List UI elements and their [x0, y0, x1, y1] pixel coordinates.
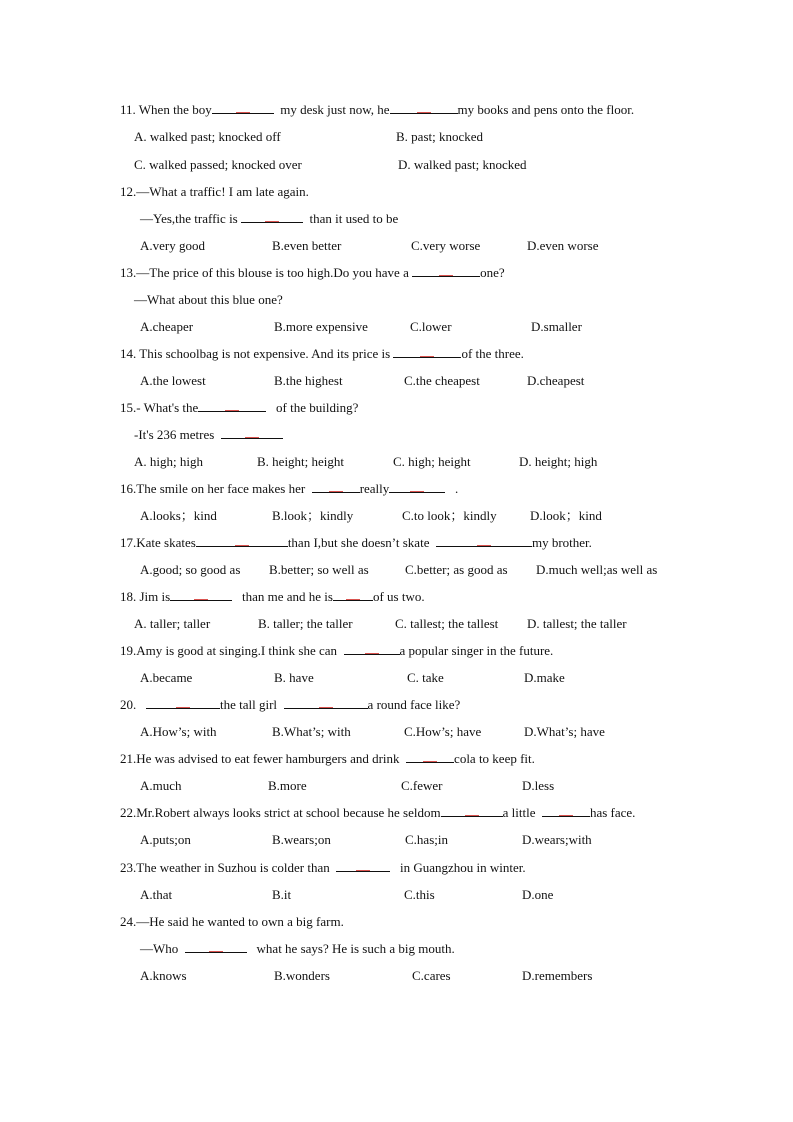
q16-blank-1[interactable]: [312, 481, 360, 493]
q12-reply-1: —Yes,the traffic is: [140, 211, 238, 226]
q16-option-c[interactable]: C.to look；kindly: [402, 508, 497, 523]
q16-option-a[interactable]: A.looks；kind: [140, 508, 217, 523]
q23-text-1: 23.The weather in Suzhou is colder than: [120, 860, 330, 875]
q11-text-2: my desk just now, he: [280, 102, 390, 117]
q21-option-b[interactable]: B.more: [268, 778, 307, 793]
q23-option-a[interactable]: A.that: [140, 887, 173, 902]
q17-option-d[interactable]: D.much well;as well as: [536, 562, 658, 577]
q16-option-b[interactable]: B.look；kindly: [272, 508, 354, 523]
q17-blank-2[interactable]: [436, 535, 532, 547]
q18-stem: [120, 589, 425, 605]
q15-text-1: 15.- What's the: [120, 400, 199, 415]
q15-reply-blank[interactable]: [221, 427, 283, 439]
q11-option-b[interactable]: B. past; knocked: [396, 129, 484, 144]
q19-blank[interactable]: [344, 643, 400, 655]
q13-reply: —What about this blue one?: [134, 292, 283, 307]
q12-blank[interactable]: [241, 211, 303, 223]
q13-option-d[interactable]: D.smaller: [531, 319, 582, 334]
q11-option-c[interactable]: C. walked passed; knocked over: [134, 157, 302, 172]
q16-text-2: really: [359, 481, 390, 496]
q12-option-c[interactable]: C.very worse: [411, 238, 481, 253]
q16-stem: [120, 481, 458, 497]
q19-option-d[interactable]: D.make: [524, 670, 565, 685]
q11-blank-2[interactable]: [390, 102, 458, 114]
q22-text-2: a little: [502, 805, 536, 820]
q13-option-c[interactable]: C.lower: [410, 319, 452, 334]
q22-blank-1[interactable]: [441, 805, 503, 817]
q15-blank[interactable]: [198, 400, 266, 412]
q17-stem: [120, 535, 592, 551]
q24-option-a[interactable]: A.knows: [140, 968, 187, 983]
q18-option-b[interactable]: B. taller; the taller: [258, 616, 353, 631]
q24-prompt: 24.—He said he wanted to own a big farm.: [120, 914, 344, 929]
q17-option-c[interactable]: C.better; as good as: [405, 562, 508, 577]
q24-blank[interactable]: [185, 941, 247, 953]
q23-option-d[interactable]: D.one: [522, 887, 554, 902]
q17-blank-1[interactable]: [196, 535, 288, 547]
q15-option-b[interactable]: B. height; height: [257, 454, 345, 469]
q24-reply: [140, 941, 455, 957]
q21-text-2: cola to keep fit.: [454, 751, 535, 766]
q24-option-c[interactable]: C.cares: [412, 968, 451, 983]
q11-text-1: 11. When the boy: [120, 102, 212, 117]
q16-text-1: 16.The smile on her face makes her: [120, 481, 306, 496]
q20-option-b[interactable]: B.What’s; with: [272, 724, 351, 739]
q22-stem: [120, 805, 635, 821]
q13-option-a[interactable]: A.cheaper: [140, 319, 194, 334]
q12-reply: [140, 211, 398, 227]
q19-text-2: a popular singer in the future.: [399, 643, 554, 658]
q15-option-a[interactable]: A. high; high: [134, 454, 203, 469]
q14-option-b[interactable]: B.the highest: [274, 373, 343, 388]
q19-stem: [120, 643, 553, 659]
q24-option-b[interactable]: B.wonders: [274, 968, 330, 983]
q16-option-d[interactable]: D.look；kind: [530, 508, 602, 523]
q20-option-a[interactable]: A.How’s; with: [140, 724, 217, 739]
q20-stem: [120, 697, 460, 713]
q17-option-a[interactable]: A.good; so good as: [140, 562, 241, 577]
q11-option-a[interactable]: A. walked past; knocked off: [134, 129, 281, 144]
q15-text-2: of the building?: [276, 400, 359, 415]
q19-option-b[interactable]: B. have: [274, 670, 314, 685]
q12-option-a[interactable]: A.very good: [140, 238, 205, 253]
q20-blank-2[interactable]: [284, 697, 368, 709]
q19-text-1: 19.Amy is good at singing.I think she can: [120, 643, 338, 658]
q22-option-d[interactable]: D.wears;with: [522, 832, 592, 847]
q22-option-c[interactable]: C.has;in: [405, 832, 448, 847]
q20-text-1: 20.: [120, 697, 137, 712]
q20-blank-1[interactable]: [146, 697, 220, 709]
q18-blank-2[interactable]: [333, 589, 373, 601]
q24-option-d[interactable]: D.remembers: [522, 968, 593, 983]
q14-text-2: of the three.: [461, 346, 524, 361]
q12-option-b[interactable]: B.even better: [272, 238, 342, 253]
q14-stem: [120, 346, 524, 362]
q17-text-2: than I,but she doesn’t skate: [287, 535, 430, 550]
q15-reply: [134, 427, 283, 443]
q17-option-b[interactable]: B.better; so well as: [269, 562, 369, 577]
q13-prompt: [120, 265, 505, 281]
q18-text-1: 18. Jim is: [120, 589, 171, 604]
q14-option-a[interactable]: A.the lowest: [140, 373, 206, 388]
q14-option-d[interactable]: D.cheapest: [527, 373, 585, 388]
q20-option-c[interactable]: C.How’s; have: [404, 724, 482, 739]
q13-blank[interactable]: [412, 265, 480, 277]
q22-text-1: 22.Mr.Robert always looks strict at school because he seldom: [120, 805, 441, 820]
q18-option-a[interactable]: A. taller; taller: [134, 616, 211, 631]
q22-blank-2[interactable]: [542, 805, 590, 817]
q23-text-2: in Guangzhou in winter.: [400, 860, 526, 875]
q13-prompt-1: 13.—The price of this blouse is too high.Do you have a: [120, 265, 409, 280]
q15-reply-text: -It's 236 metres: [134, 427, 215, 442]
q14-blank[interactable]: [393, 346, 461, 358]
q16-text-3: .: [455, 481, 459, 496]
q15-option-c[interactable]: C. high; height: [393, 454, 471, 469]
q19-option-c[interactable]: C. take: [407, 670, 444, 685]
q21-blank[interactable]: [406, 751, 454, 763]
q24-reply-2: what he says? He is such a big mouth.: [256, 941, 455, 956]
q22-option-a[interactable]: A.puts;on: [140, 832, 191, 847]
q20-option-d[interactable]: D.What’s; have: [524, 724, 605, 739]
q17-text-3: my brother.: [531, 535, 592, 550]
q21-option-c[interactable]: C.fewer: [401, 778, 443, 793]
q19-option-a[interactable]: A.became: [140, 670, 193, 685]
q23-blank[interactable]: [336, 860, 390, 872]
q17-text-1: 17.Kate skates: [120, 535, 196, 550]
q12-option-d[interactable]: D.even worse: [527, 238, 599, 253]
q14-text-1: 14. This schoolbag is not expensive. And its price is: [120, 346, 391, 361]
q11-option-d[interactable]: D. walked past; knocked: [398, 157, 527, 172]
q24-reply-1: —Who: [140, 941, 179, 956]
question-11-stem: [120, 102, 634, 118]
q21-option-a[interactable]: A.much: [140, 778, 182, 793]
q22-text-3: has face.: [589, 805, 636, 820]
q23-option-b[interactable]: B.it: [272, 887, 292, 902]
q18-blank-1[interactable]: [170, 589, 232, 601]
q21-option-d[interactable]: D.less: [522, 778, 555, 793]
q18-text-2: than me and he is: [241, 589, 333, 604]
q23-stem: [120, 860, 526, 876]
q14-option-c[interactable]: C.the cheapest: [404, 373, 480, 388]
q20-text-3: a round face like?: [367, 697, 461, 712]
q23-option-c[interactable]: C.this: [404, 887, 435, 902]
q11-text-3: my books and pens onto the floor.: [457, 102, 635, 117]
q21-stem: [120, 751, 535, 767]
q21-text-1: 21.He was advised to eat fewer hamburgers and drink: [120, 751, 400, 766]
q22-option-b[interactable]: B.wears;on: [272, 832, 331, 847]
q13-prompt-2: one?: [480, 265, 505, 280]
q16-blank-2[interactable]: [389, 481, 445, 493]
q18-option-c[interactable]: C. tallest; the tallest: [395, 616, 499, 631]
q13-option-b[interactable]: B.more expensive: [274, 319, 368, 334]
q15-stem: [120, 400, 358, 416]
q12-prompt: 12.—What a traffic! I am late again.: [120, 184, 309, 199]
q18-text-3: of us two.: [372, 589, 425, 604]
q12-reply-2: than it used to be: [309, 211, 399, 226]
q15-option-d[interactable]: D. height; high: [519, 454, 598, 469]
q20-text-2: the tall girl: [220, 697, 278, 712]
q18-option-d[interactable]: D. tallest; the taller: [527, 616, 627, 631]
q11-blank-1[interactable]: [212, 102, 274, 114]
